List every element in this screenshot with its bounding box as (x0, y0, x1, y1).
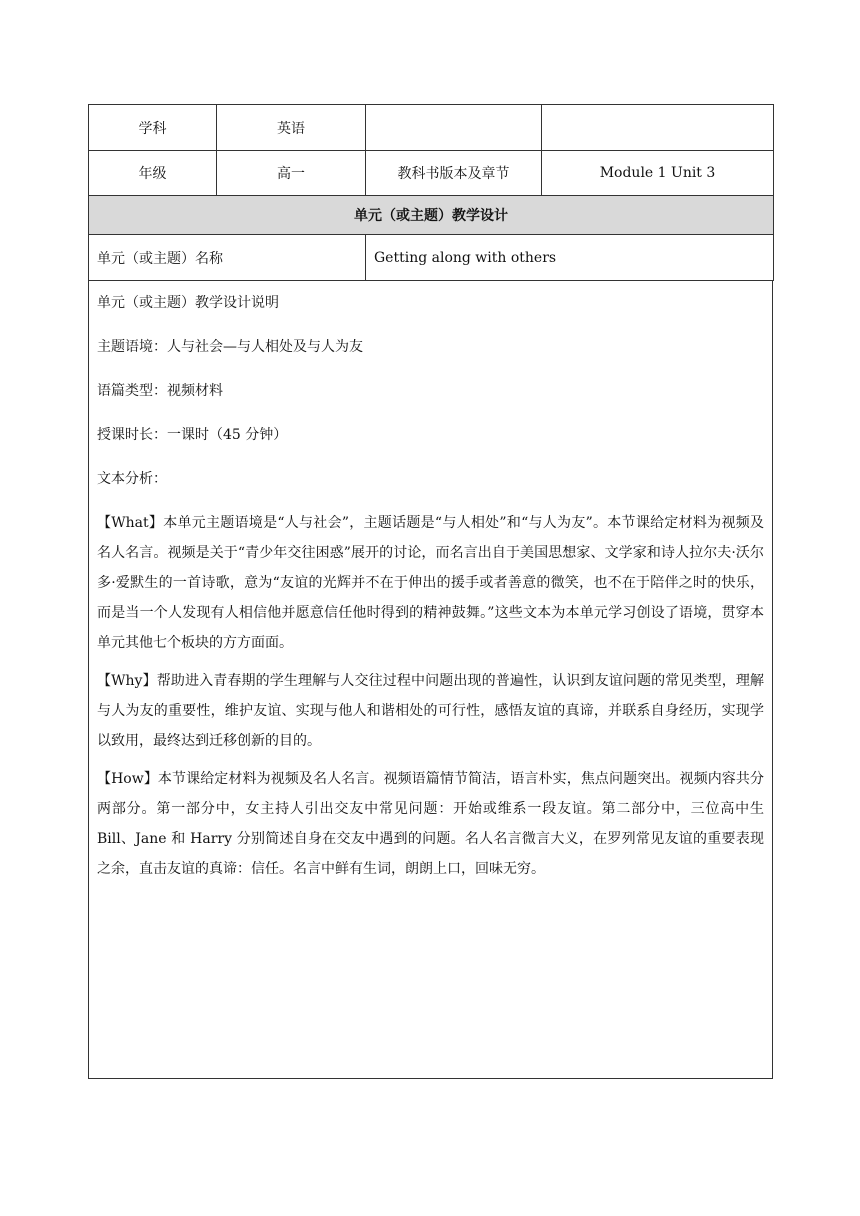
unit-name-row (89, 235, 774, 281)
theme-context: 主题语境：人与社会—与人相处及与人为友 (97, 339, 363, 355)
how-tag: 【How】 (97, 771, 158, 787)
duration: 授课时长：一课时（45 分钟） (97, 427, 288, 443)
why-paragraph (97, 666, 764, 756)
lesson-plan-document (88, 104, 773, 1079)
empty-cell (542, 105, 774, 151)
design-notes-title: 单元（或主题）教学设计说明 (97, 295, 279, 311)
subject-value: 英语 (217, 105, 366, 151)
analysis-title: 文本分析： (97, 471, 167, 487)
design-notes-cell (88, 281, 773, 1079)
section-header-row (89, 196, 774, 235)
unit-name-value: Getting along with others (366, 235, 774, 281)
empty-cell (366, 105, 542, 151)
how-paragraph (97, 764, 764, 884)
grade-value: 高一 (217, 151, 366, 196)
how-text: 本节课给定材料为视频及名人名言。视频语篇情节简洁，语言朴实，焦点问题突出。视频内容共分两部分。第一部分中，女主持人引出交友中常见问题：开始或维系一段友谊。第二部分中，三位高中生 Bill、Jane 和 Harry 分别简述自身在交友中遇到的问题。名人名言微言大义，在罗列常见友谊的重要表现之余，直击友谊的真谛：信任。名言中鲜有生词，朗朗上口，回味无穷。 (97, 771, 765, 877)
what-paragraph (97, 508, 764, 658)
subject-row (89, 105, 774, 151)
grade-row (89, 151, 774, 196)
subject-label: 学科 (89, 105, 217, 151)
why-tag: 【Why】 (97, 673, 157, 689)
grade-label: 年级 (89, 151, 217, 196)
textbook-value: Module 1 Unit 3 (542, 151, 774, 196)
why-text: 帮助进入青春期的学生理解与人交往过程中问题出现的普遍性，认识到友谊问题的常见类型，理解与人为友的重要性，维护友谊、实现与他人和谐相处的可行性，感悟友谊的真谛，并联系自身经历，实现学以致用，最终达到迁移创新的目的。 (97, 673, 764, 749)
text-type: 语篇类型：视频材料 (97, 383, 223, 399)
textbook-label: 教科书版本及章节 (366, 151, 542, 196)
what-text: 本单元主题语境是“人与社会”，主题话题是“与人相处”和“与人为友”。本节课给定材料为视频及名人名言。视频是关于“青少年交往困惑”展开的讨论，而名言出自于美国思想家、文学家和诗人拉尔夫·沃尔多·爱默生的一首诗歌，意为“友谊的光辉并不在于伸出的援手或者善意的微笑，也不在于陪伴之时的快乐，而是当一个人发现有人相信他并愿意信任他时得到的精神鼓舞。”这些文本为本单元学习创设了语境，贯穿本单元其他七个板块的方方面面。 (97, 515, 764, 651)
section-header: 单元（或主题）教学设计 (89, 196, 774, 235)
unit-name-label: 单元（或主题）名称 (89, 235, 366, 281)
what-tag: 【What】 (97, 515, 164, 531)
info-table (88, 104, 774, 281)
